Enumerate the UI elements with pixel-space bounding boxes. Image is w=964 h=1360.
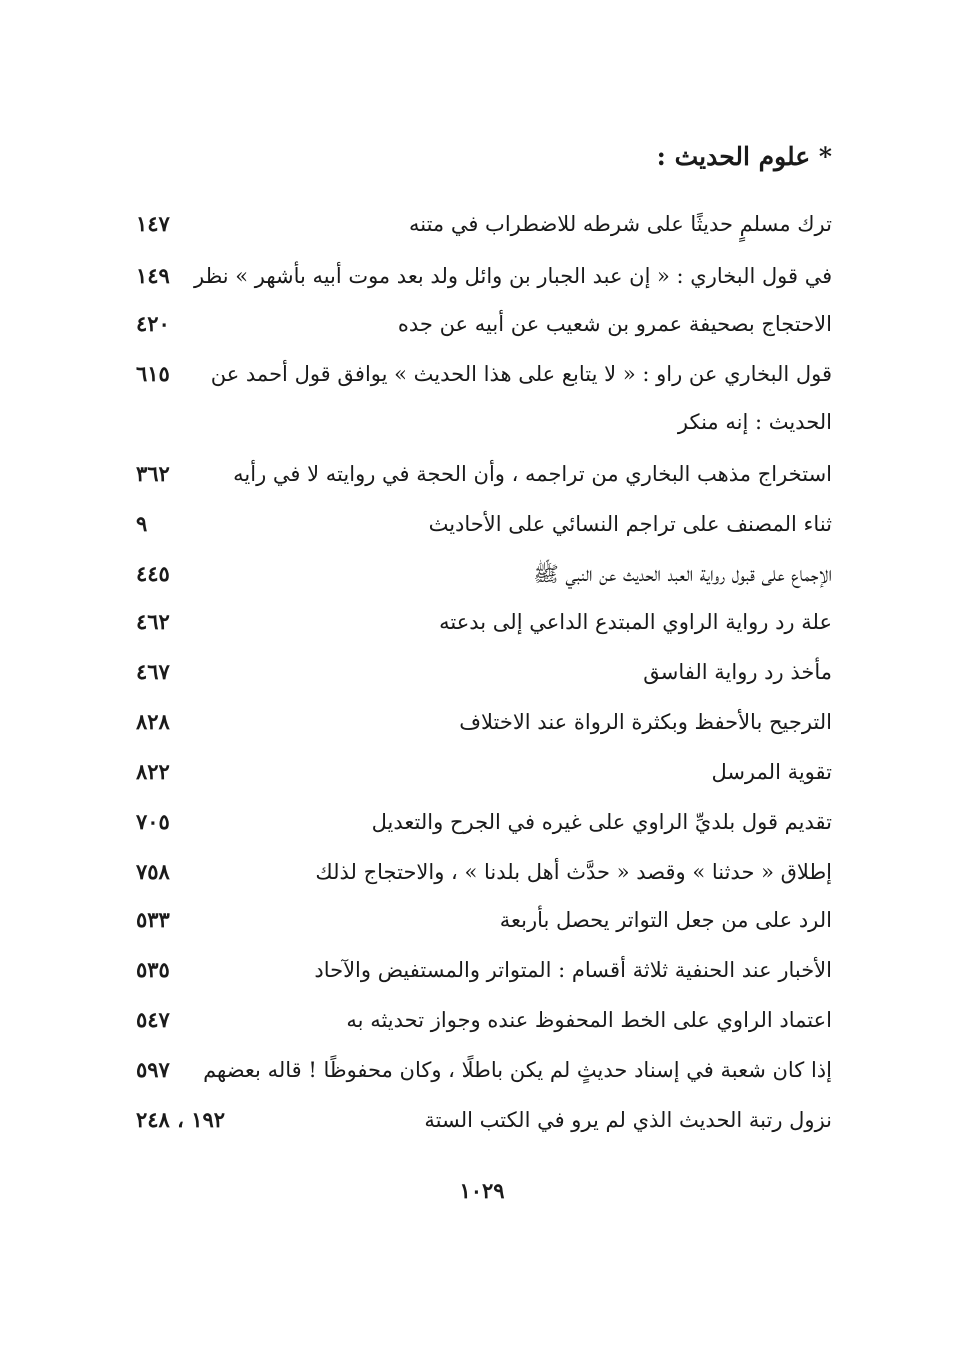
section-heading: * علوم الحديث : bbox=[656, 142, 832, 171]
entry-text: اعتماد الراوي على الخط المحفوظ عنده وجواز تحديثه به bbox=[346, 1008, 832, 1032]
index-entry bbox=[136, 700, 832, 744]
index-entry bbox=[136, 600, 832, 644]
entry-text: الإجماع على قبول رواية العبد الحديث عن النبي ﷺ bbox=[533, 562, 832, 586]
entry-page: ٥٣٥ bbox=[136, 957, 170, 982]
entry-page: ٤٢٠ bbox=[136, 311, 170, 336]
index-entry bbox=[136, 254, 832, 298]
entry-text: علة رد رواية الراوي المبتدع الداعي إلى بدعته bbox=[439, 610, 832, 634]
entry-page: ٤٦٢ bbox=[136, 609, 170, 634]
index-entry bbox=[136, 202, 832, 246]
entry-page: ٧٥٨ bbox=[136, 859, 170, 884]
index-entry-continuation bbox=[136, 400, 832, 444]
entry-page: ٤٦٧ bbox=[136, 659, 170, 684]
entry-page: ٨٢٢ bbox=[136, 759, 170, 784]
entry-text: تقوية المرسل bbox=[711, 760, 832, 784]
index-entry bbox=[136, 650, 832, 694]
index-entry bbox=[136, 998, 832, 1042]
entry-page: ٦١٥ bbox=[136, 361, 170, 386]
entry-text: ترك مسلمٍ حديثًا على شرطه للاضطراب في متنه bbox=[408, 212, 832, 236]
entry-page: ٧٠٥ bbox=[136, 809, 170, 834]
entry-text: استخراج مذهب البخاري من تراجمه ، وأن الحجة في روايته لا في رأيه bbox=[233, 462, 832, 486]
entry-text: تقديم قول بلديِّ الراوي على غيره في الجرح والتعديل bbox=[371, 810, 832, 834]
index-entry bbox=[136, 452, 832, 496]
entry-text: في قول البخاري : « إن عبد الجبار بن وائل ولد بعد موت أبيه بأشهر » نظر bbox=[193, 264, 832, 288]
entry-text: الأخبار عند الحنفية ثلاثة أقسام : المتواتر والمستفيض والآحاد bbox=[314, 958, 832, 982]
index-entry bbox=[136, 302, 832, 346]
entry-text: الرد على من جعل التواتر يحصل بأربعة bbox=[499, 908, 832, 932]
index-entry bbox=[136, 898, 832, 942]
entry-text: إطلاق « حدثنا » وقصد « حدَّث أهل بلدنا » ، والاحتجاج لذلك bbox=[315, 860, 832, 884]
index-entry bbox=[136, 750, 832, 794]
index-entry bbox=[136, 502, 832, 546]
entry-text: ثناء المصنف على تراجم النسائي على الأحاديث bbox=[428, 512, 832, 536]
entry-page: ٨٢٨ bbox=[136, 709, 170, 734]
entry-page: ٤٤٥ bbox=[136, 561, 170, 586]
entry-page: ١٤٩ bbox=[136, 263, 170, 288]
page-number: ١٠٢٩ bbox=[459, 1178, 505, 1203]
index-entry bbox=[136, 552, 832, 596]
entry-text: الحديث : إنه منكر bbox=[677, 410, 832, 434]
entry-text: مأخذ رد رواية الفاسق bbox=[643, 660, 832, 684]
entry-page: ١٩٢ ، ٢٤٨ bbox=[136, 1107, 226, 1132]
entry-text: قول البخاري عن راو : « لا يتابع على هذا الحديث » يوافق قول أحمد عن bbox=[210, 362, 832, 386]
entry-page: ٥٤٧ bbox=[136, 1007, 170, 1032]
index-entry bbox=[136, 352, 832, 396]
index-entry bbox=[136, 948, 832, 992]
entry-page: ٩ bbox=[136, 511, 148, 536]
entry-page: ١٤٧ bbox=[136, 211, 170, 236]
entry-text: إذا كان شعبة في إسناد حديثٍ لم يكن باطلًا ، وكان محفوظًا ! قاله بعضهم bbox=[203, 1058, 832, 1082]
entry-text: الترجيح بالأحفظ وبكثرة الرواة عند الاختلاف bbox=[459, 710, 832, 734]
entry-page: ٣٦٢ bbox=[136, 461, 170, 486]
index-entry bbox=[136, 850, 832, 894]
index-entry bbox=[136, 1048, 832, 1092]
entry-page: ٥٣٣ bbox=[136, 907, 170, 932]
entry-text: الاحتجاج بصحيفة عمرو بن شعيب عن أبيه عن جده bbox=[397, 312, 832, 336]
index-entry bbox=[136, 800, 832, 844]
index-entry bbox=[136, 1098, 832, 1142]
entry-text: نزول رتبة الحديث الذي لم يرو في الكتب الستة bbox=[424, 1108, 832, 1132]
entry-page: ٥٩٧ bbox=[136, 1057, 170, 1082]
